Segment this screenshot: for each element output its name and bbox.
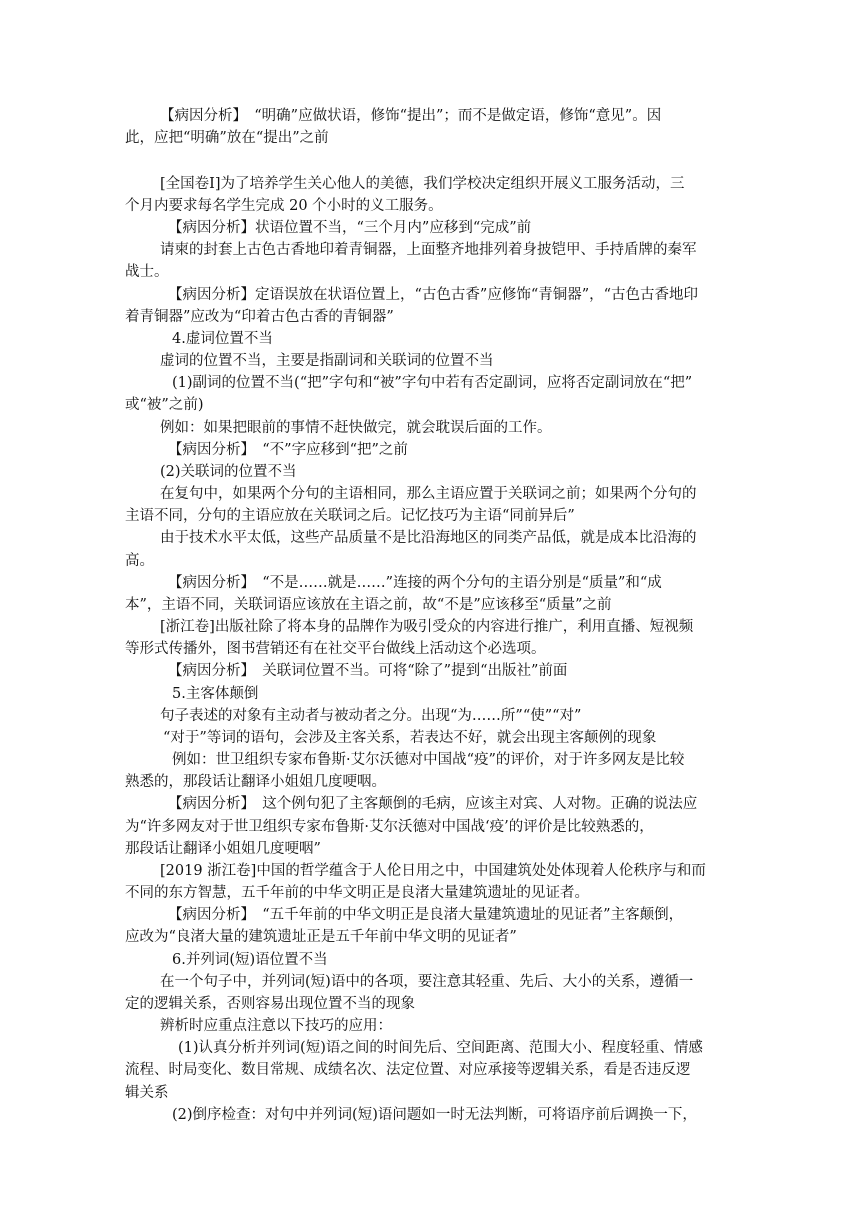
text-line: 【病因分析】 这个例句犯了主客颠倒的毛病，应该主对宾、人对物。正确的说法应 — [168, 796, 698, 812]
text-line: 例如：如果把眼前的事情不赶快做完，就会耽误后面的工作。 — [160, 420, 552, 436]
text-line: 【病因分析】 关联词位置不当。可将“除了”提到“出版社”前面 — [168, 663, 568, 679]
text-line: (1)认真分析并列词(短)语之间的时间先后、空间距离、范围大小、程度轻重、情感 — [178, 1040, 703, 1056]
text-line: 本”，主语不同，关联词语应该放在主语之前，故“不是”应该移至“质量”之前 — [125, 597, 612, 613]
text-line: [浙江卷]出版社除了将本身的品牌作为吸引受众的内容进行推广，利用直播、短视频 — [160, 619, 694, 635]
text-line: 或“被”之前) — [125, 397, 204, 413]
text-line: (2)关联词的位置不当 — [160, 464, 297, 480]
text-line: 句子表述的对象有主动者与被动者之分。出现“为……所”“使”“对” — [160, 708, 582, 724]
text-line: 虚词的位置不当，主要是指副词和关联词的位置不当 — [160, 353, 494, 369]
text-line: 定的逻辑关系，否则容易出现位置不当的现象 — [125, 996, 415, 1012]
text-line: “对于”等词的语句，会涉及主客关系，若表达不好，就会出现主客颠例的现象 — [163, 730, 657, 746]
text-line: 【病因分析】 “不是……就是……”连接的两个分句的主语分别是“质量”和“成 — [168, 575, 662, 591]
text-line: 【病因分析】 “五千年前的中华文明正是良渚大量建筑遗址的见证者”主客颠倒， — [168, 907, 684, 923]
text-line: 着青铜器”应改为“印着古色古香的青铜器” — [125, 309, 394, 325]
text-line: 个月内要求每名学生完成 20 个小时的义工服务。 — [125, 198, 443, 214]
section-heading: 6.并列词(短)语位置不当 — [172, 952, 328, 968]
text-line: 请柬的封套上古色古香地印着青铜器，上面整齐地排列着身披铠甲、手持盾牌的秦军 — [160, 242, 697, 258]
text-line: [全国卷Ⅰ]为了培养学生关心他人的美德，我们学校决定组织开展义工服务活动，三 — [160, 176, 685, 192]
text-line: 等形式传播外，图书营销还有在社交平台做线上活动这个必选项。 — [125, 641, 546, 657]
text-line: 那段话让翻译小姐姐几度哽咽” — [125, 841, 321, 857]
section-heading: 5.主客体颠倒 — [172, 686, 259, 702]
text-line: 在一个句子中，并列词(短)语中的各项，要注意其轻重、先后、大小的关系，遵循一 — [160, 974, 694, 990]
text-line: 熟悉的，那段话让翻译小姐姐几度哽咽。 — [125, 774, 386, 790]
text-line: 战士。 — [125, 264, 169, 280]
text-line: 高。 — [125, 553, 154, 569]
text-line: 为“许多网友对于世卫组织专家布鲁斯·艾尔沃德对中国战‘疫’的评价是比较熟悉的， — [125, 819, 654, 835]
text-line: (1)副词的位置不当(“把”字句和“被”字句中若有否定副词，应将否定副词放在“把” — [172, 375, 693, 391]
text-line: 在复句中，如果两个分句的主语相同，那么主语应置于关联词之前；如果两个分句的 — [160, 486, 697, 502]
text-line: 流程、时局变化、数目常规、成绩名次、法定位置、对应承接等逻辑关系，看是否违反逻 — [125, 1062, 691, 1078]
text-line: 【病因分析】 “明确”应做状语，修饰“提出”；而不是做定语，修饰“意见”。因 — [160, 108, 662, 124]
section-heading: 4.虚词位置不当 — [172, 331, 273, 347]
text-line: 例如：世卫组织专家布鲁斯·艾尔沃德对中国战“疫”的评价，对于许多网友是比较 — [172, 752, 685, 768]
text-line: 辨析时应重点注意以下技巧的应用： — [160, 1018, 392, 1034]
text-line: 不同的东方智慧，五千年前的中华文明正是良渚大量建筑遗址的见证者。 — [125, 885, 589, 901]
text-line: 由于技术水平太低，这些产品质量不是比沿海地区的同类产品低，就是成本比沿海的 — [160, 530, 697, 546]
text-line: 此，应把“明确”放在“提出”之前 — [125, 130, 329, 146]
text-line: 辑关系 — [125, 1085, 169, 1101]
text-line: 【病因分析】状语位置不当，“三个月内”应移到“完成”前 — [168, 220, 532, 236]
text-line: 【病因分析】 “不”字应移到“把”之前 — [168, 442, 408, 458]
text-line: 应改为“良渚大量的建筑遗址正是五千年前中华文明的见证者” — [125, 929, 517, 945]
text-line: (2)倒序检查：对句中并列词(短)语问题如一时无法判断，可将语序前后调换一下， — [172, 1107, 697, 1123]
text-line: 【病因分析】定语误放在状语位置上，“古色古香”应修饰“青铜器”，“古色古香地印 — [168, 287, 699, 303]
text-line: [2019 浙江卷]中国的哲学蕴含于人伦日用之中，中国建筑处处体现着人伦秩序与和而 — [160, 863, 706, 879]
text-line: 主语不同，分句的主语应放在关联词之后。记忆技巧为主语“同前异后” — [125, 508, 575, 524]
